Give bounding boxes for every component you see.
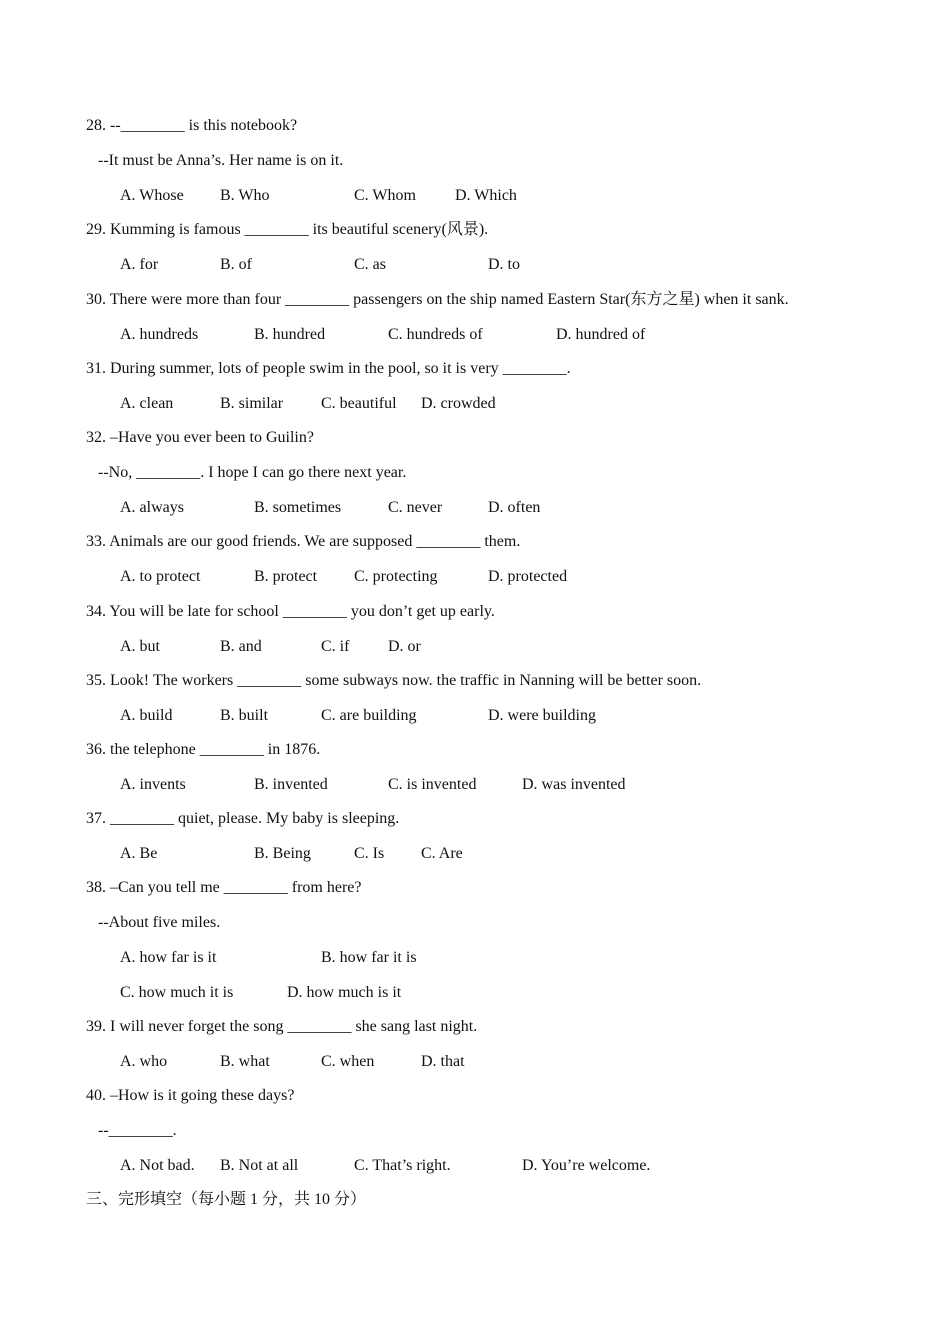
- question-33-stem: 33. Animals are our good friends. We are supposed ________ them.: [86, 533, 521, 550]
- question-40-answer-line: --________.: [86, 1122, 177, 1139]
- question-34-option-a: A. but: [120, 638, 160, 655]
- question-28-option-c: C. Whom: [354, 187, 416, 204]
- question-40-option-c: C. That’s right.: [354, 1157, 451, 1174]
- question-36-option-d: D. was invented: [522, 776, 626, 793]
- question-39-option-d: D. that: [421, 1053, 465, 1070]
- question-31-option-a: A. clean: [120, 395, 174, 412]
- question-30-stem: 30. There were more than four ________ passengers on the ship named Eastern Star(东方之星) when it sank.: [86, 291, 789, 308]
- question-35-stem: 35. Look! The workers ________ some subways now. the traffic in Nanning will be better soon.: [86, 672, 702, 689]
- question-29-stem: 29. Kumming is famous ________ its beautiful scenery(风景).: [86, 221, 489, 238]
- question-39-stem: 39. I will never forget the song ________ she sang last night.: [86, 1018, 478, 1035]
- question-28-option-a: A. Whose: [120, 187, 184, 204]
- question-37-option-d: C. Are: [421, 845, 463, 862]
- question-38-option-d: D. how much is it: [287, 984, 402, 1001]
- question-31-option-b: B. similar: [220, 395, 284, 412]
- question-37-stem: 37. ________ quiet, please. My baby is sleeping.: [86, 810, 400, 827]
- question-28-option-b: B. Who: [220, 187, 270, 204]
- question-32-stem: 32. –Have you ever been to Guilin?: [86, 429, 314, 446]
- question-29-option-a: A. for: [120, 256, 159, 273]
- question-36-stem: 36. the telephone ________ in 1876.: [86, 741, 321, 758]
- question-32-option-a: A. always: [120, 499, 184, 516]
- question-38-stem: 38. –Can you tell me ________ from here?: [86, 879, 362, 896]
- question-32-option-c: C. never: [388, 499, 443, 516]
- question-36-option-c: C. is invented: [388, 776, 477, 793]
- question-28-answer-line: --It must be Anna’s. Her name is on it.: [86, 152, 344, 169]
- question-30-option-b: B. hundred: [254, 326, 326, 343]
- question-35-option-c: C. are building: [321, 707, 417, 724]
- question-30-option-d: D. hundred of: [556, 326, 646, 343]
- question-34-stem: 34. You will be late for school ________ you don’t get up early.: [86, 603, 495, 620]
- question-33-option-c: C. protecting: [354, 568, 438, 585]
- question-39-option-a: A. who: [120, 1053, 168, 1070]
- question-34-option-d: D. or: [388, 638, 421, 655]
- question-36-option-a: A. invents: [120, 776, 186, 793]
- question-30-option-c: C. hundreds of: [388, 326, 483, 343]
- question-33-option-d: D. protected: [488, 568, 568, 585]
- question-33-option-b: B. protect: [254, 568, 318, 585]
- question-31-option-c: C. beautiful: [321, 395, 397, 412]
- question-38-option-a: A. how far is it: [120, 949, 217, 966]
- question-32-option-b: B. sometimes: [254, 499, 342, 516]
- question-28-option-d: D. Which: [455, 187, 517, 204]
- question-34-option-c: C. if: [321, 638, 350, 655]
- question-36-option-b: B. invented: [254, 776, 328, 793]
- question-32-option-d: D. often: [488, 499, 541, 516]
- question-38-option-b: B. how far it is: [321, 949, 417, 966]
- question-40-option-a: A. Not bad.: [120, 1157, 195, 1174]
- question-39-option-c: C. when: [321, 1053, 375, 1070]
- question-31-stem: 31. During summer, lots of people swim in the pool, so it is very ________.: [86, 360, 571, 377]
- question-37-option-c: C. Is: [354, 845, 385, 862]
- section-heading: 三、完形填空（每小题 1 分，共 10 分）: [86, 1191, 367, 1208]
- question-31-option-d: D. crowded: [421, 395, 496, 412]
- question-28-stem: 28. --________ is this notebook?: [86, 117, 298, 134]
- question-37-option-a: A. Be: [120, 845, 158, 862]
- question-40-option-b: B. Not at all: [220, 1157, 299, 1174]
- question-30-option-a: A. hundreds: [120, 326, 199, 343]
- question-37-option-b: B. Being: [254, 845, 311, 862]
- question-34-option-b: B. and: [220, 638, 262, 655]
- question-35-option-b: B. built: [220, 707, 269, 724]
- question-29-option-d: D. to: [488, 256, 520, 273]
- question-40-stem: 40. –How is it going these days?: [86, 1087, 295, 1104]
- question-32-answer-line: --No, ________. I hope I can go there next year.: [86, 464, 407, 481]
- question-35-option-a: A. build: [120, 707, 173, 724]
- question-40-option-d: D. You’re welcome.: [522, 1157, 651, 1174]
- question-39-option-b: B. what: [220, 1053, 270, 1070]
- question-38-option-c: C. how much it is: [120, 984, 234, 1001]
- question-35-option-d: D. were building: [488, 707, 596, 724]
- question-38-answer-line: --About five miles.: [86, 914, 221, 931]
- question-29-option-b: B. of: [220, 256, 252, 273]
- question-33-option-a: A. to protect: [120, 568, 201, 585]
- question-29-option-c: C. as: [354, 256, 386, 273]
